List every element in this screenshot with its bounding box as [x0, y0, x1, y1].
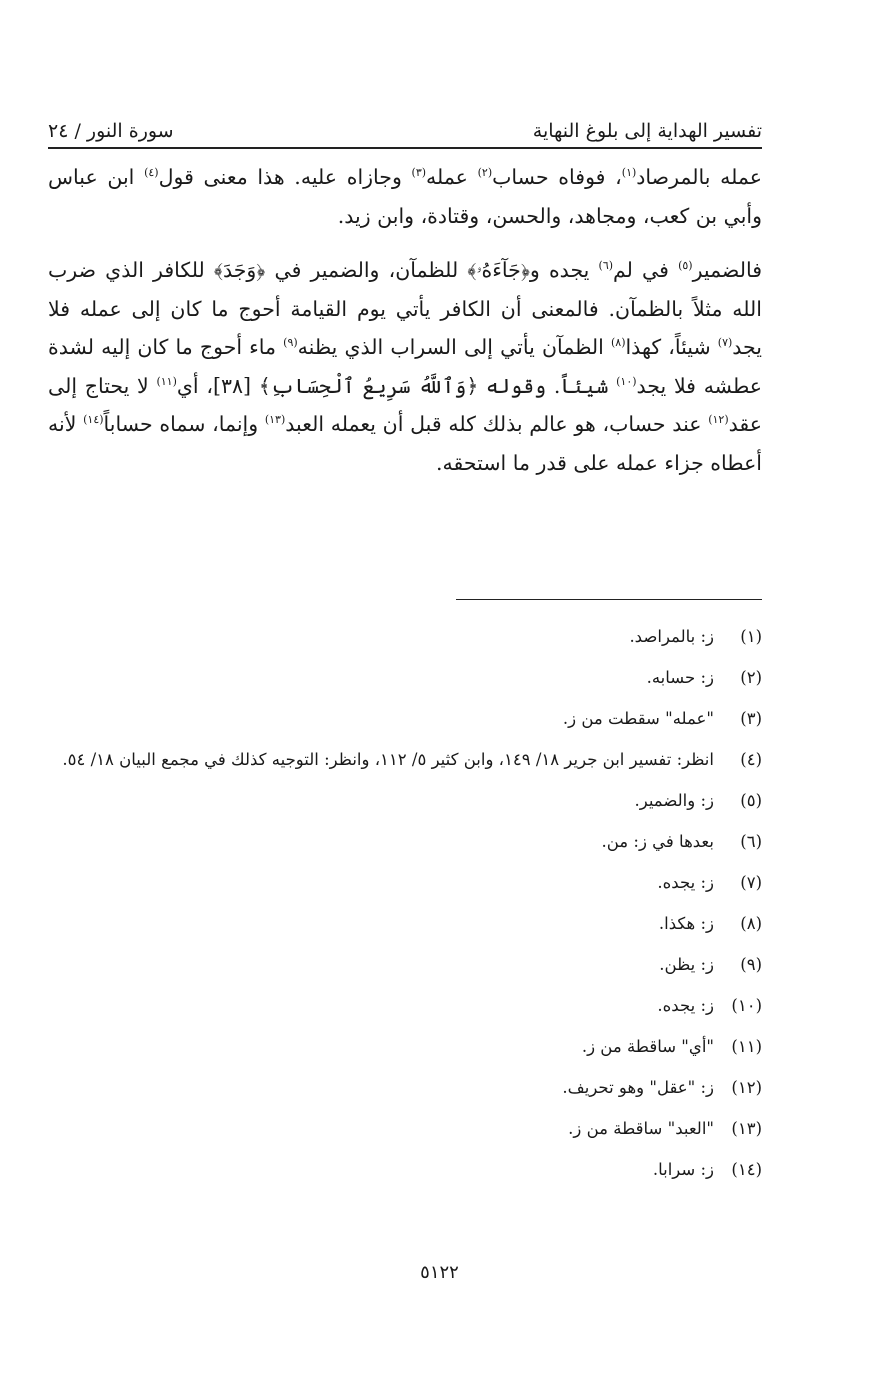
text-segment: يجده و﴿جَآءَهُۥ﴾ للظمآن، والضمير في ﴿وَجَدَ﴾ للكافر الذي ضرب الله مثلاً بالظمآن. فالمعنى أن الكافر يأتي يوم القيامة أحوج ما كان إلى عمله فلا يجد [48, 258, 762, 359]
footnote-item [48, 868, 762, 898]
paragraph-2 [48, 251, 762, 482]
paragraph-1 [48, 158, 762, 235]
footnote-item [48, 827, 762, 857]
footnote-number: (٧) [740, 873, 762, 892]
footnote-item [48, 1073, 762, 1103]
text-segment: ابن عباس وأبي بن كعب، ومجاهد، والحسن، وقتادة، وابن زيد. [48, 165, 762, 228]
footnote-number: (١٣) [731, 1119, 762, 1138]
text-segment: فالضمير [692, 258, 762, 282]
footnote-number: (٣) [740, 709, 762, 728]
main-text [48, 158, 762, 498]
footnote-number: (١) [740, 627, 762, 646]
footnote-marker: (١٢) [708, 413, 729, 427]
footnote-marker: (٤) [144, 166, 159, 180]
text-segment: شيئاً. وقوله ﴿وَٱللَّهُ سَرِيعُ ٱلْحِسَابِ﴾ [٣٨]، أي [176, 373, 617, 398]
footnote-marker: (٩) [283, 336, 298, 350]
footnote-number: (٢) [740, 668, 762, 687]
footnote-text: ز: بالمراصد. [629, 627, 714, 646]
footnote-marker: (٣) [411, 166, 427, 180]
footnote-marker: (٦) [598, 259, 614, 273]
footnote-item [48, 745, 762, 775]
footnote-item [48, 704, 762, 734]
text-segment: ، فوفاه حساب [492, 165, 622, 189]
footnote-number: (٤) [740, 750, 762, 769]
book-title: تفسير الهداية إلى بلوغ النهاية [532, 120, 762, 142]
text-segment: وجازاه عليه. هذا معنى قول [158, 165, 412, 189]
text-segment: في لم [613, 258, 679, 282]
footnote-item [48, 786, 762, 816]
footnote-item [48, 1032, 762, 1062]
page-number: ٥١٢٢ [420, 1262, 459, 1283]
footnote-text: "عمله" سقطت من ز. [562, 709, 714, 728]
footnote-text: ز: سرابا. [652, 1160, 714, 1179]
footnote-text: ز: يظن. [659, 955, 714, 974]
footnote-number: (٥) [740, 791, 762, 810]
footnote-item [48, 1155, 762, 1185]
footnote-text: "العبد" ساقطة من ز. [568, 1119, 714, 1138]
footnote-item [48, 991, 762, 1021]
footnote-number: (١٠) [731, 996, 762, 1015]
text-segment: عمله [426, 165, 478, 189]
running-header [48, 100, 762, 142]
footnote-text: ز: "عقل" وهو تحريف. [562, 1078, 714, 1097]
footnote-number: (١٢) [731, 1078, 762, 1097]
footnote-item [48, 950, 762, 980]
surah-reference: سورة النور / ٢٤ [48, 120, 174, 142]
text-segment: ماء أحوج ما كان إليه لشدة عطشه فلا يجد [48, 335, 763, 398]
footnote-item [48, 663, 762, 693]
footnote-item [48, 622, 762, 652]
footnote-separator [456, 599, 762, 600]
footnote-item [48, 1114, 762, 1144]
text-segment: عند حساب، هو عالم بذلك كله قبل أن يعمله العبد [285, 412, 709, 436]
text-segment: وإنما، سماه حساباً [103, 412, 265, 436]
text-segment: شيئاً، كهذا [625, 335, 718, 359]
footnote-text: ز: يجده. [657, 873, 714, 892]
footnote-text: بعدها في ز: من. [601, 832, 714, 851]
footnote-number: (٦) [740, 832, 762, 851]
footnote-marker: (١) [621, 166, 637, 180]
text-segment: الظمآن يأتي إلى السراب الذي يظنه [297, 335, 611, 359]
footnote-number: (١١) [731, 1037, 762, 1056]
footnote-number: (٨) [740, 914, 762, 933]
footnote-text: ز: والضمير. [634, 791, 714, 810]
footnote-text: انظر: تفسير ابن جرير ١٨/ ١٤٩، وابن كثير ٥/ ١١٢، وانظر: التوجيه كذلك في مجمع البيان ١٨/ ٥٤. [62, 750, 714, 769]
footnote-number: (١٤) [731, 1160, 762, 1179]
footnote-marker: (١٠) [616, 374, 637, 388]
footnote-text: "أي" ساقطة من ز. [581, 1037, 714, 1056]
text-segment: لأنه أعطاه جزاء عمله على قدر ما استحقه. [48, 412, 762, 475]
footnote-text: ز: هكذا. [658, 914, 714, 933]
text-segment: عمله بالمرصاد [636, 165, 762, 189]
footnote-number: (٩) [740, 955, 762, 974]
footnote-item [48, 909, 762, 939]
footnote-marker: (١٣) [264, 413, 286, 427]
footnotes-list [48, 622, 762, 1196]
footnote-text: ز: حسابه. [646, 668, 714, 687]
footnote-marker: (٢) [477, 166, 493, 180]
footnote-marker: (٨) [610, 336, 626, 350]
footnote-marker: (١١) [156, 374, 177, 388]
text-segment: لا يحتاج إلى عقد [48, 373, 762, 436]
header-rule [48, 147, 762, 149]
footnote-text: ز: يجده. [657, 996, 714, 1015]
footnote-marker: (٥) [678, 259, 693, 273]
footnote-marker: (٧) [717, 336, 733, 350]
footnote-marker: (١٤) [83, 413, 104, 427]
